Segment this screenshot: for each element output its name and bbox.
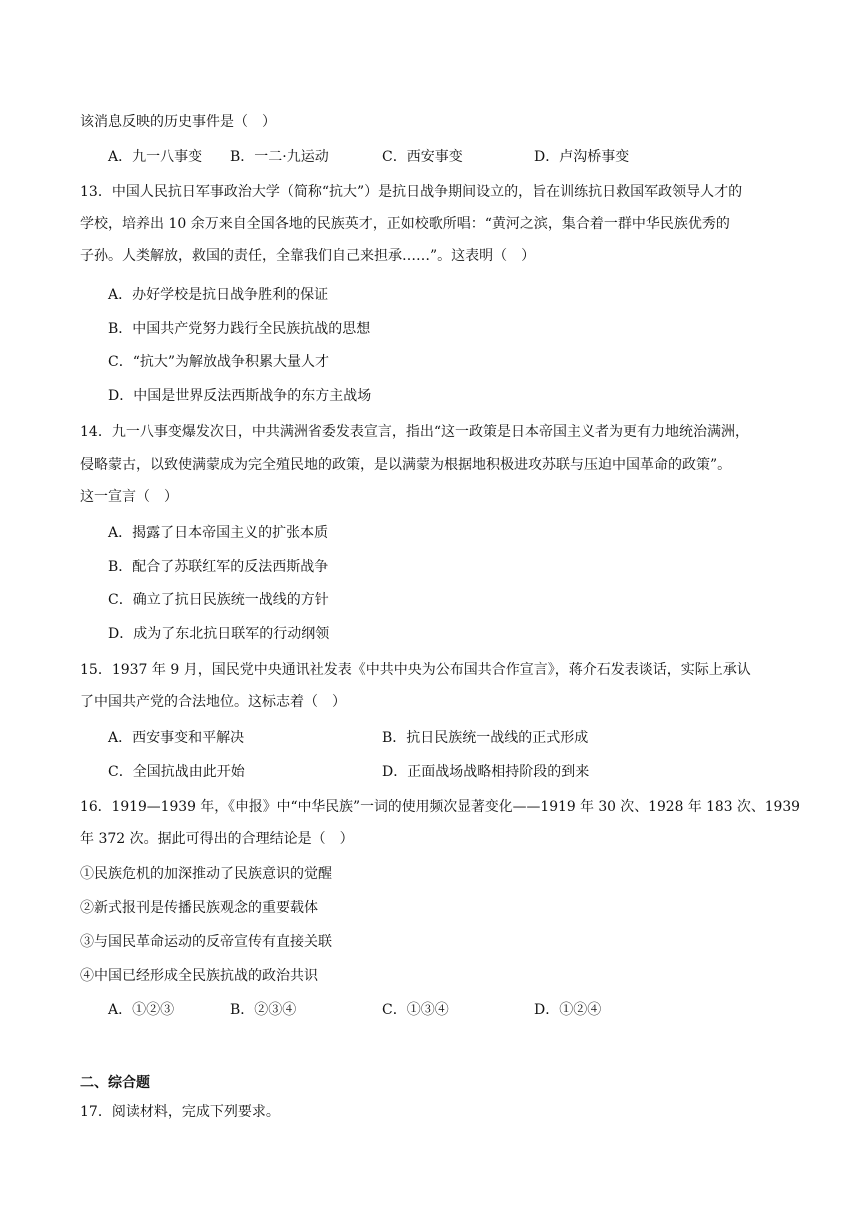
q16-stem-line-2: 年 372 次。据此可得出的合理结论是（ ） <box>80 831 354 847</box>
q13-stem-line-1: 13．中国人民抗日军事政治大学（简称“抗大”）是抗日战争期间设立的，旨在训练抗日救国军政领导人才的 <box>80 184 743 200</box>
q15-stem-line-1: 15．1937 年 9 月，国民党中央通讯社发表《中共中央为公布国共合作宣言》，蒋介石发表谈话，实际上承认 <box>80 662 751 678</box>
q16-statement-1: ①民族危机的加深推动了民族意识的觉醒 <box>80 866 332 882</box>
q13-option-c[interactable]: C．“抗大”为解放战争积累大量人才 <box>108 354 330 370</box>
q16-option-c[interactable]: C．①③④ <box>382 1002 449 1018</box>
q12-option-d[interactable]: D．卢沟桥事变 <box>534 149 630 165</box>
q14-stem-line-2: 侵略蒙古，以致使满蒙成为完全殖民地的政策，是以满蒙为根据地积极进攻苏联与压迫中国革命的政策”。 <box>80 457 732 473</box>
q14-stem-line-1: 14．九一八事变爆发次日，中共满洲省委发表宣言，指出“这一政策是日本帝国主义者为更有力地统治满洲， <box>80 424 749 440</box>
q16-stem-line-1: 16．1919—1939 年，《申报》中“中华民族”一词的使用频次显著变化——1919 年 30 次、1928 年 183 次、1939 <box>80 799 800 815</box>
q16-option-d[interactable]: D．①②④ <box>534 1002 602 1018</box>
q14-option-a[interactable]: A．揭露了日本帝国主义的扩张本质 <box>108 525 329 541</box>
q14-option-b[interactable]: B．配合了苏联红军的反法西斯战争 <box>108 559 329 575</box>
q13-option-d[interactable]: D．中国是世界反法西斯战争的东方主战场 <box>108 388 372 404</box>
q14-option-d[interactable]: D．成为了东北抗日联军的行动纲领 <box>108 626 330 642</box>
q15-option-c[interactable]: C．全国抗战由此开始 <box>108 764 245 780</box>
q13-stem-line-2: 学校，培养出 10 余万来自全国各地的民族英才，正如校歌所唱：“黄河之滨，集合着一群中华民族优秀的 <box>80 216 730 232</box>
q13-option-b[interactable]: B．中国共产党努力践行全民族抗战的思想 <box>108 321 371 337</box>
q16-statement-2: ②新式报刊是传播民族观念的重要载体 <box>80 900 318 916</box>
q16-option-b[interactable]: B．②③④ <box>230 1002 297 1018</box>
q12-option-c[interactable]: C．西安事变 <box>382 149 463 165</box>
q16-option-a[interactable]: A．①②③ <box>108 1002 175 1018</box>
q15-option-d[interactable]: D．正面战场战略相持阶段的到来 <box>382 764 590 780</box>
q12-option-a[interactable]: A．九一八事变 <box>108 149 203 165</box>
q15-option-b[interactable]: B．抗日民族统一战线的正式形成 <box>382 730 589 746</box>
q12-option-b[interactable]: B．一二·九运动 <box>230 149 329 165</box>
q17-stem: 17．阅读材料，完成下列要求。 <box>80 1104 280 1120</box>
q13-option-a[interactable]: A．办好学校是抗日战争胜利的保证 <box>108 287 329 303</box>
section-heading: 二、综合题 <box>80 1075 150 1091</box>
q15-option-a[interactable]: A．西安事变和平解决 <box>108 730 245 746</box>
q13-stem-line-3: 子孙。人类解放，救国的责任，全靠我们自己来担承……”。这表明（ ） <box>80 248 536 264</box>
q14-stem-line-3: 这一宣言（ ） <box>80 489 178 505</box>
q16-statement-4: ④中国已经形成全民族抗战的政治共识 <box>80 968 318 984</box>
q16-statement-3: ③与国民革命运动的反帝宣传有直接关联 <box>80 934 332 950</box>
q12-stem: 该消息反映的历史事件是（ ） <box>80 114 276 130</box>
q14-option-c[interactable]: C．确立了抗日民族统一战线的方针 <box>108 592 329 608</box>
q15-stem-line-2: 了中国共产党的合法地位。这标志着（ ） <box>80 694 346 710</box>
